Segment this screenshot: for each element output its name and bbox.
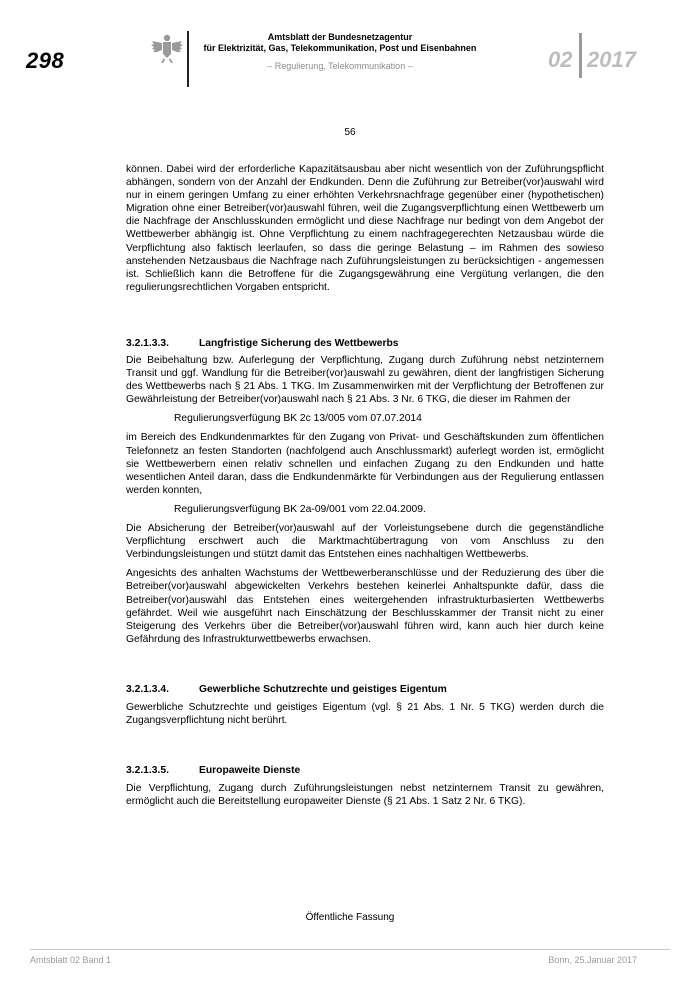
- intro-text: [126, 163, 604, 300]
- paragraph: Angesichts des anhalten Wachstums der Wettbewerberanschlüsse und der Reduzierung des über die Betreiber(vor)auswahl abgewickelten Verkehrs bestehen keinerlei Anhaltspunkte dafür, dass die Betreiber(vor)auswahl das Entstehen eines weitergehenden infrastrukturbasierten Wettbewerbs gefährdet. Weil wie ausgeführt nach Einschätzung der Beschlusskammer der Transit nicht zu einer Steigerung des Verkehrs über die Betreiber(vor)auswahl führen wird, kann auch hier durch keine Gefährdung des Infrastrukturwettbewerbs erwachsen.: [126, 568, 604, 645]
- paragraph: können. Dabei wird der erforderliche Kapazitätsausbau aber nicht wesentlich von der Zuführungspflicht abhängen, sondern von der Anzahl der Endkunden. Denn die Zuführung zur Betreiber(vor)auswahl wird nur in einem geringen Umfang zu einer erhöhten Verkehrsnachfrage gegenüber einer (hypothetischen) Migration ohne einer Betreiber(vor)auswahl führen, weil die Zugangsverpflichtung einen Wettbewerb um die Nachfrage der Anschlusskunden ermöglicht und diese Nachfrage nur bedingt von dem Angebot der Wettbewerber abhängig ist. Ohne Verpflichtung zu einem nachfragegerechten Netzausbau würde die Verpflichtung also faktisch leerlaufen, so dass die geringe Belastung – im Rahmen des sowieso anstehenden Netzausbaus die Nachfrage nach Zuführungsleistungen zu berücksichtigen - angemessen ist. Schließlich kann die Betroffene für die Zugangsgewährung eine Vergütung verlangen, die den regulierungsrechtlichen Vorgaben entspricht.: [126, 164, 604, 293]
- paragraph: im Bereich des Endkundenmarktes für den Zugang von Privat- und Geschäftskunden zum öffentlichen Telefonnetz an festen Standorten (nachfolgend auch Anschlussmarkt) auferlegt worden ist, ermöglicht sie Wettbewerbern einen relativ schnellen und einfachen Zugang zu den Endkunden und hatte wesentlichen Anteil daran, dass die Endkundenmärkte für Verbindungen aus der Regulierung entlassen werden konnten,: [126, 432, 604, 496]
- footer-date: Bonn, 25.Januar 2017: [548, 955, 637, 965]
- section-heading: [126, 765, 300, 776]
- section-body: [126, 701, 604, 733]
- page-number: 298: [26, 48, 65, 73]
- issue-year: 2017: [587, 47, 636, 72]
- section-body: [126, 782, 604, 814]
- paragraph: Die Absicherung der Betreiber(vor)auswahl auf der Vorleistungsebene durch die gegenständliche Verpflichtung erschwert auch die Marktmachtübertragung von vom Anschluss zu den Verbindungsleistungen und stützt damit das Entstehen eines nachhaltigen Wettbewerbs.: [126, 523, 604, 561]
- paragraph: Die Verpflichtung, Zugang durch Zuführungsleistungen nebst netzinternem Transit zu gewähren, ermöglicht auch die Bereitstellung europaweiter Dienste (§ 21 Abs. 1 Satz 2 Nr. 6 TKG).: [126, 783, 604, 808]
- section-number: 3.2.1.3.4.: [126, 684, 169, 695]
- section-title: Langfristige Sicherung des Wettbewerbs: [199, 338, 399, 349]
- footer-divider: [30, 949, 670, 950]
- citation: Regulierungsverfügung BK 2a-09/001 vom 22.04.2009.: [174, 503, 426, 515]
- document-version-label: Öffentliche Fassung: [305, 912, 395, 923]
- issue-number: 02: [548, 47, 573, 72]
- federal-eagle-icon: [150, 32, 184, 66]
- citation: Regulierungsverfügung BK 2c 13/005 vom 07.07.2014: [174, 413, 422, 425]
- paragraph: Die Beibehaltung bzw. Auferlegung der Verpflichtung, Zugang durch Zuführung nebst netzinternem Transit und ggf. Wandlung für die Betreiber(vor)auswahl zu gewähren, dient der langfristigen Sicherung des Wettbewerbs nach § 21 Abs. 1 TKG. Im Zusammenwirken mit der Verpflichtung der Betroffenen zur Gewährleistung der Betreiber(vor)auswahl nach § 21 Abs. 3 Nr. 6 TKG, die dieser im Rahmen der: [126, 355, 604, 406]
- section-title: Gewerbliche Schutzrechte und geistiges Eigentum: [199, 684, 447, 695]
- header-divider: [187, 31, 189, 87]
- section-body: [126, 354, 604, 652]
- footer-volume: Amtsblatt 02 Band 1: [30, 955, 112, 965]
- document-page-number: 56: [344, 127, 356, 138]
- issue-divider: [579, 33, 582, 78]
- section-title: Europaweite Dienste: [199, 765, 301, 776]
- publication-section: – Regulierung, Telekommunikation –: [267, 61, 413, 71]
- section-heading: [126, 684, 447, 695]
- publication-subtitle: für Elektrizität, Gas, Telekommunikation, Post und Eisenbahnen: [203, 43, 477, 53]
- paragraph: Gewerbliche Schutzrechte und geistiges Eigentum (vgl. § 21 Abs. 1 Nr. 5 TKG) werden durch die Zugangsverpflichtung nicht berührt.: [126, 702, 604, 727]
- publication-title: Amtsblatt der Bundesnetzagentur: [267, 32, 413, 42]
- section-number: 3.2.1.3.3.: [126, 338, 169, 349]
- section-heading: [126, 338, 399, 349]
- section-number: 3.2.1.3.5.: [126, 765, 169, 776]
